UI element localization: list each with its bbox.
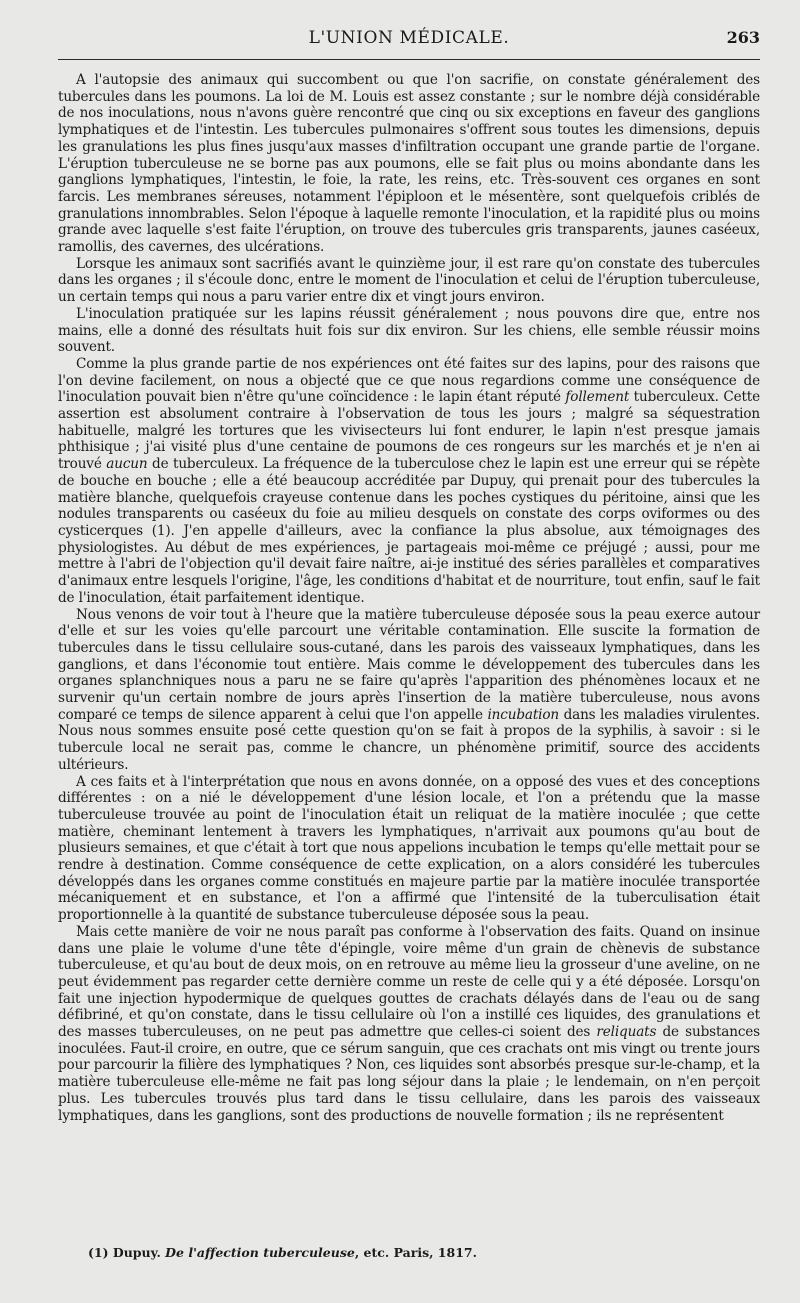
paragraph xyxy=(58,72,760,256)
text-run: tuberculeux. Cette assertion est absolument contraire à l'observation de tous les jours ; malgré sa séquestration habituelle, malgré les tortures que les vivisecteurs lui font endurer, le lapin n'est presque jamais phthisique ; j'ai visité plus d'une centaine de poumons de ces rongeurs sur les marchés et je n'en ai trouvé xyxy=(58,389,760,473)
text-run: L'inoculation pratiquée sur les lapins réussit généralement ; nous pouvons dire que, entre nos mains, elle a donné des résultats huit fois sur dix environ. Sur les chiens, elle semble réussir moins souvent. xyxy=(58,305,760,356)
footnote-marker: (1) Dupuy. xyxy=(88,1245,166,1260)
paragraph xyxy=(58,256,760,306)
body-text xyxy=(58,72,760,1124)
text-run: Lorsque les animaux sont sacrifiés avant le quinzième jour, il est rare qu'on constate des tubercules dans les organes ; il s'écoule donc, entre le moment de l'inoculation et celui de l'éruption tuberculeuse, un certain temps qui nous a paru varier entre dix et vingt jours environ. xyxy=(58,255,760,306)
italic-term: aucun xyxy=(106,456,148,473)
text-run: de tuberculeux. La fréquence de la tuberculose chez le lapin est une erreur qui se répète de bouche en bouche ; elle a été beaucoup accréditée par Dupuy, qui prenait pour des tubercules la matière blanche, quelquefois crayeuse contenue dans les poches cystiques du péritoine, ainsi que les nodules transparents ou caséeux du foie au milieu desquels on constate des corps oviformes ou des cysticerques (1). J'en appelle d'ailleurs, avec la confiance la plus absolue, aux témoignages des physiologistes. Au début de mes expériences, je partageais moi-même ce préjugé ; aussi, pour me mettre à l'abri de l'objection qu'il devait faire naître, ai-je institué des séries parallèles et comparatives d'animaux entre lesquels l'origine, l'âge, les conditions d'habitat et de nourriture, tout enfin, sauf le fait de l'inoculation, était parfaitement identique. xyxy=(58,456,760,606)
page-header xyxy=(58,22,760,56)
paragraph xyxy=(58,607,760,774)
page-number: 263 xyxy=(726,28,760,47)
text-run: Mais cette manière de voir ne nous paraît pas conforme à l'observation des faits. Quand on insinue dans une plaie le volume d'une tête d'épingle, voire même d'un grain de chènevis de substance tuberculeuse, et qu'au bout de deux mois, on en retrouve au même lieu la grosseur d'une aveline, on ne peut évidemment pas regarder cette dernière comme un reste de celle qui y a été déposée. Lorsqu'on fait une injection hypodermique de quelques gouttes de crachats délayés dans de l'eau ou de sang défibriné, et qu'on constate, dans le tissu cellulaire où l'on a instillé ces liquides, des granulations et des masses tuberculeuses, on ne peut pas admettre que celles-ci soient des xyxy=(58,923,760,1041)
text-run: Nous venons de voir tout à l'heure que la matière tuberculeuse déposée sous la peau exerce autour d'elle et sur les voies qu'elle parcourt une véritable contamination. Elle suscite la formation de tubercules dans le tissu cellulaire sous-cutané, dans les parois des vaisseaux lymphatiques, dans les ganglions, et dans l'économie tout entière. Mais comme le développement des tubercules dans les organes splanchniques nous a paru ne se faire qu'après l'apparition des phénomènes locaux et ne survenir qu'un certain nombre de jours après l'insertion de la matière tuberculeuse, nous avons comparé ce temps de silence apparent à celui que l'on appelle xyxy=(58,606,760,723)
header-rule xyxy=(58,59,760,60)
footnote-rest: , etc. Paris, 1817. xyxy=(354,1245,477,1260)
paragraph xyxy=(58,924,760,1124)
italic-term: follement xyxy=(565,389,630,406)
text-run: Comme la plus grande partie de nos expériences ont été faites sur des lapins, pour des raisons que l'on devine facilement, on nous a objecté que ce que nous regardions comme une conséquence de l'inoculation pouvait bien n'être qu'une coïncidence : le lapin étant réputé xyxy=(58,355,760,406)
paragraph xyxy=(58,356,760,607)
running-head: L'UNION MÉDICALE. xyxy=(308,28,510,48)
text-run: A l'autopsie des animaux qui succombent ou que l'on sacrifie, on constate généralement des tubercules dans les poumons. La loi de M. Louis est assez constante ; sur le nombre déjà considérable de nos inoculations, nous n'avons guère rencontré que cinq ou six exceptions en faveur des ganglions lymphatiques et de l'intestin. Les tubercules pulmonaires s'offrent sous toutes les dimensions, depuis les granulations les plus fines jusqu'aux masses d'infiltration occupant une grande partie de l'organe. L'éruption tuberculeuse ne se borne pas aux poumons, elle se fait plus ou moins abondante dans les ganglions lymphatiques, l'intestin, le foie, la rate, les reins, etc. Très-souvent ces organes en sont farcis. Les membranes séreuses, notamment l'épiploon et le mésentère, sont quelquefois criblés de granulations innombrables. Selon l'époque à laquelle remonte l'inoculation, et la rapidité plus ou moins grande avec laquelle s'est faite l'éruption, on trouve des tubercules gris transparents, jaunes caséeux, ramollis, des cavernes, des ulcérations. xyxy=(58,72,760,256)
italic-term: incubation xyxy=(487,706,560,723)
paragraph xyxy=(58,306,760,356)
text-run: de substances inoculées. Faut-il croire, en outre, que ce sérum sanguin, que ces crachats ont mis vingt ou trente jours pour parcourir la filière des lymphatiques ? Non, ces liquides sont absorbés presque sur-le-champ, et la matière tuberculeuse elle-même ne fait pas long séjour dans la plaie ; le lendemain, on n'en perçoit plus. Les tubercules trouvés plus tard dans le tissu cellulaire, dans les parois des vaisseaux lymphatiques, dans les ganglions, sont des productions de nouvelle formation ; ils ne représentent xyxy=(58,1024,761,1124)
text-run: dans les maladies virulentes. Nous nous sommes ensuite posé cette question qu'on se fait à propos de la syphilis, à savoir : si le tubercule local ne serait pas, comme le chancre, un phénomène primitif, source des accidents ultérieurs. xyxy=(58,706,760,773)
italic-term: reliquats xyxy=(596,1024,657,1041)
text-run: A ces faits et à l'interprétation que nous en avons donnée, on a opposé des vues et des conceptions différentes : on a nié le développement d'une lésion locale, et l'on a prétendu que la masse tuberculeuse trouvée au point de l'inoculation était un reliquat de la matière inoculée ; que cette matière, cheminant lentement à travers les lymphatiques, n'arrivait aux poumons qu'au bout de plusieurs semaines, et que c'était à tort que nous appelions incubation le temps qu'elle mettait pour se rendre à destination. Comme conséquence de cette explication, on a alors considéré les tubercules développés dans les organes comme constitués en majeure partie par la matière inoculée transportée mécaniquement et en substance, et l'on a affirmé que l'intensité de la tuberculisation était proportionnelle à la quantité de substance tuberculeuse déposée sous la peau. xyxy=(58,773,760,924)
paragraph xyxy=(58,774,760,924)
footnote xyxy=(88,1245,477,1260)
footnote-title: De l'affection tuberculeuse xyxy=(165,1245,355,1260)
